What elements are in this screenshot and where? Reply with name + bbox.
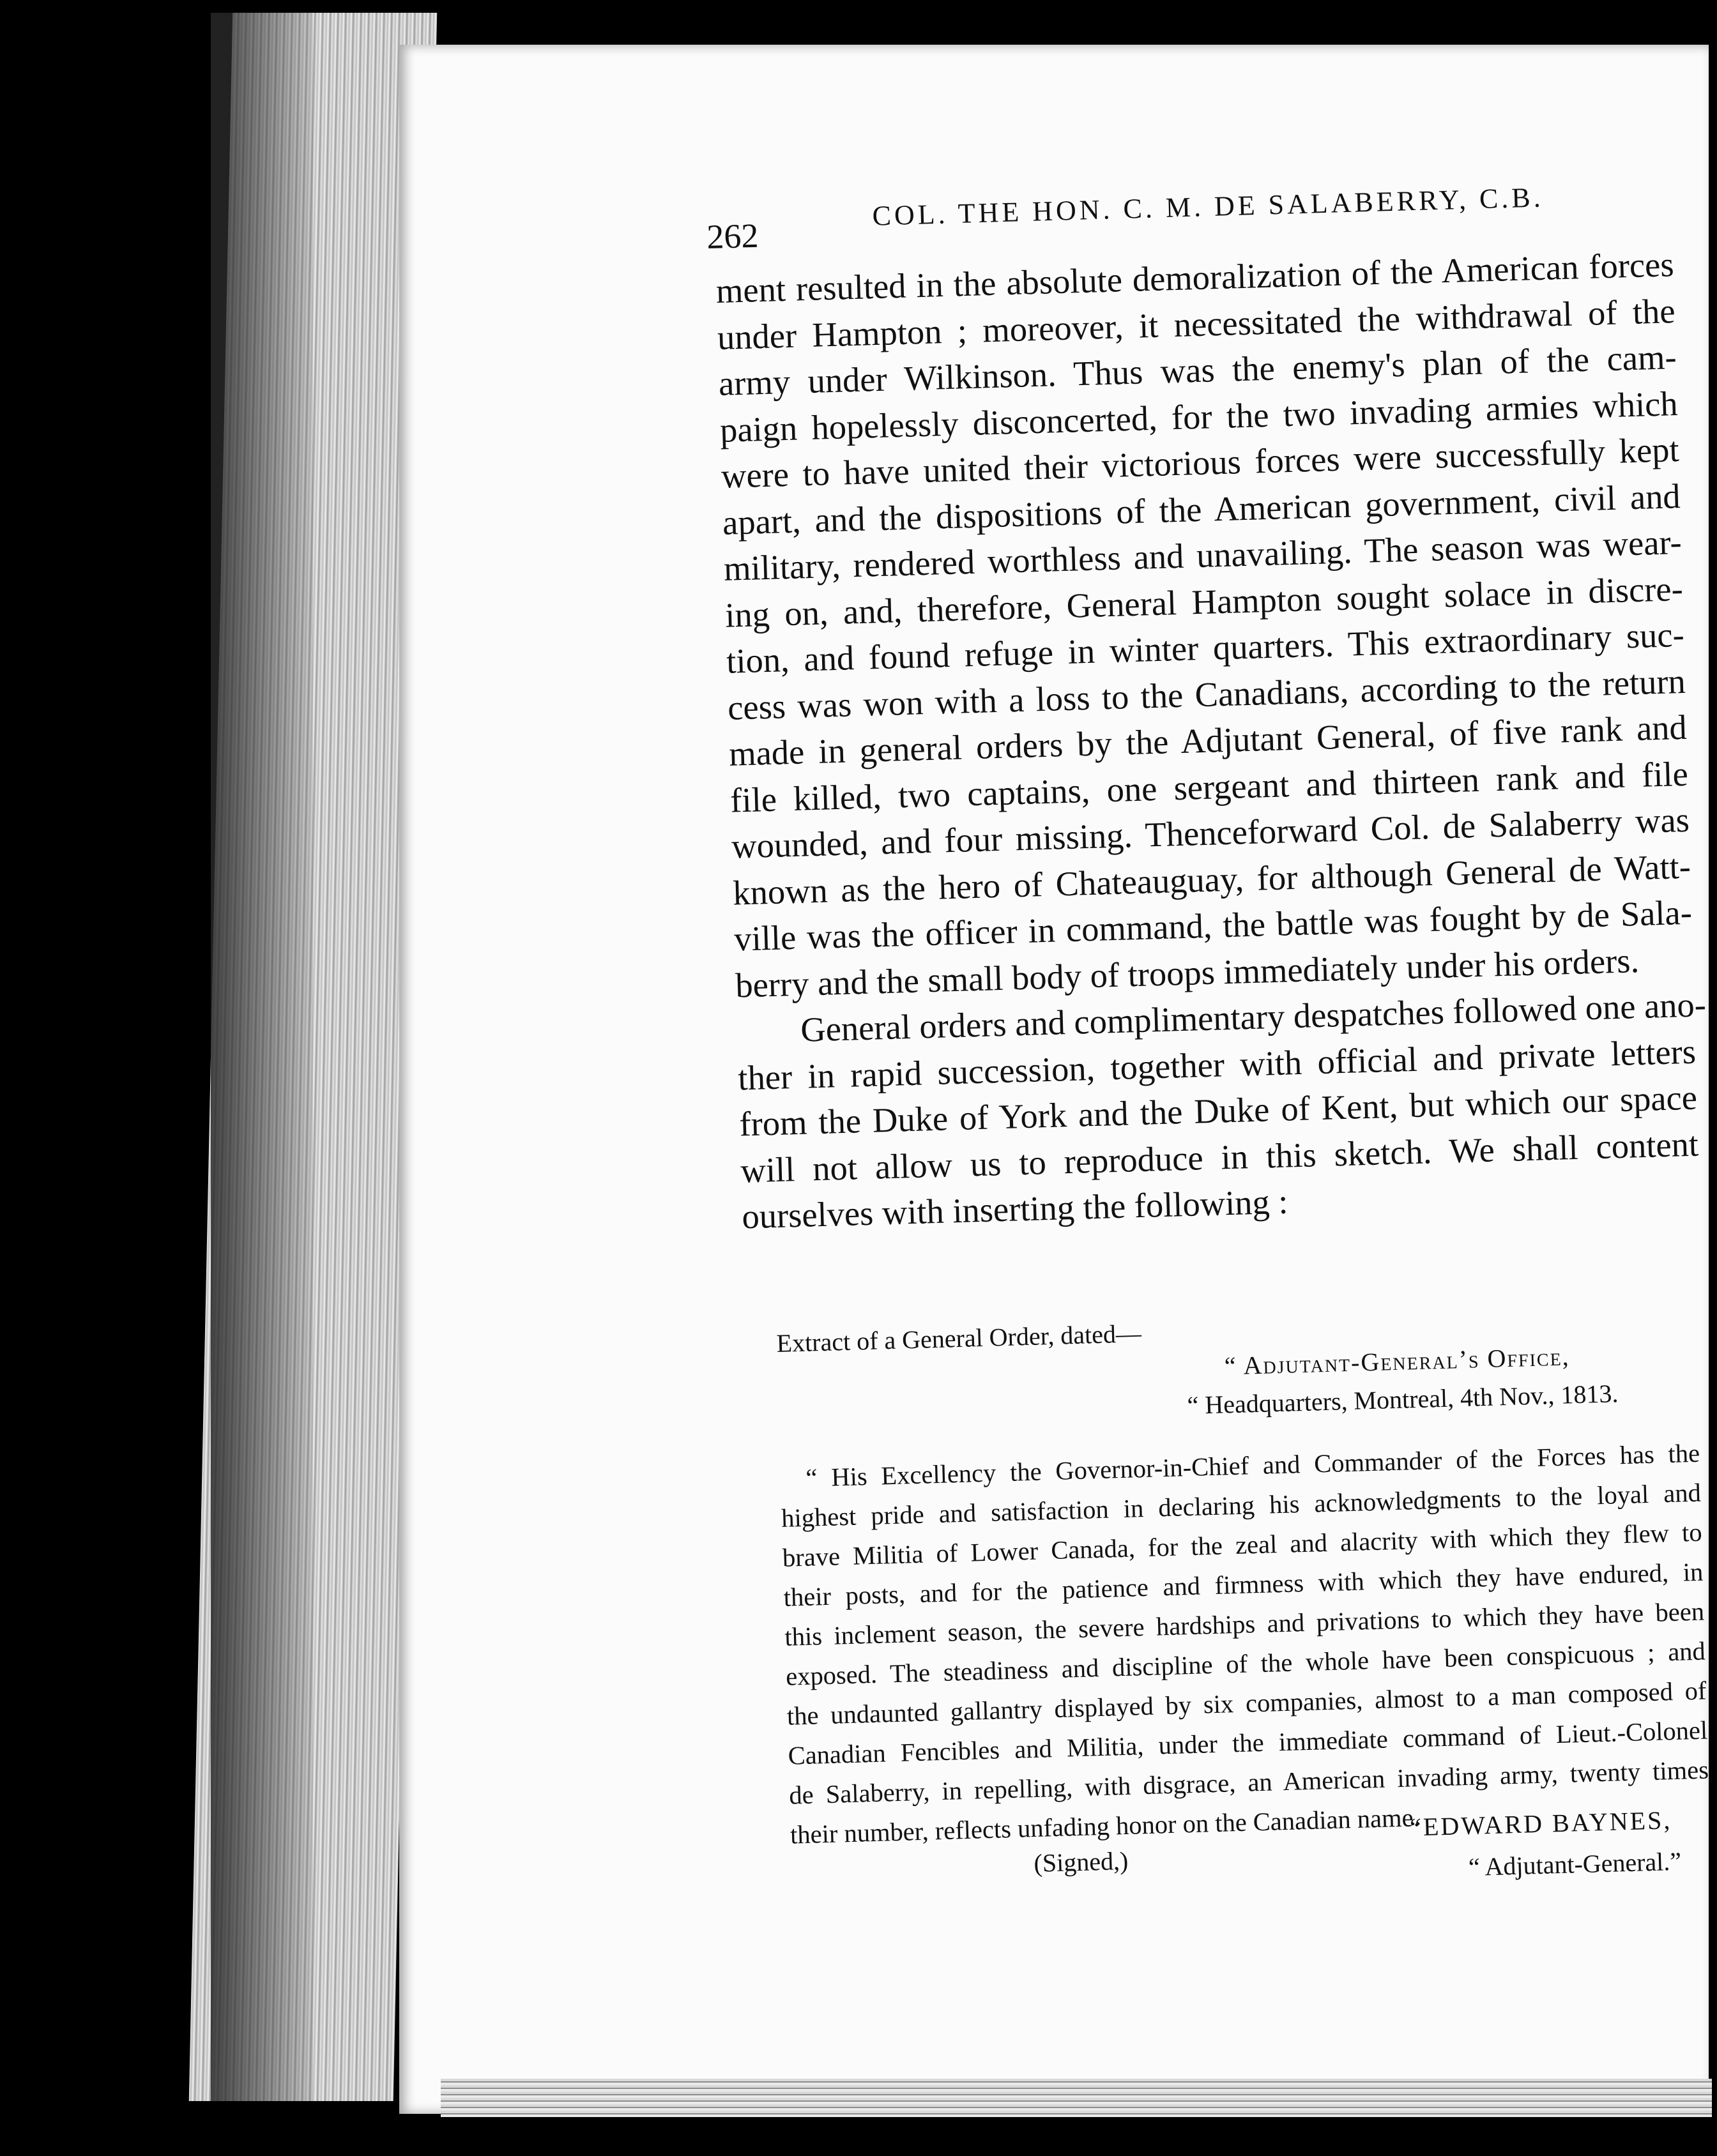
order-office-text: “ Adjutant-General’s Office, [1224,1342,1571,1381]
order-line: Canadian Fencibles and Militia, under the immediate command of Lieut.-Colonel [788,1715,1708,1770]
order-line: “ His Excellency the Governor-in-Chief and Commander of the Forces has the [805,1438,1700,1492]
body-line: cess was won with a loss to the Canadians, according to the return [727,661,1686,727]
body-line: ourselves with inserting the following : [741,1181,1289,1236]
body-line: tion, and found refuge in winter quarters. This extraordinary suc- [726,614,1685,681]
order-line: their number, reflects unfading honor on the Canadian name. [790,1803,1421,1849]
body-line: military, rendered worthless and unavailing. The season was wear- [723,522,1683,588]
order-line: de Salaberry, in repelling, with disgrace, an American invading army, twenty times [788,1755,1709,1810]
body-line: apart, and the dispositions of the American government, civil and [722,476,1681,542]
general-order-extract [776,1303,1711,1895]
body-line: paign hopelessly disconcerted, for the two invading armies which [719,383,1679,450]
body-line: General orders and complimentary despatches followed one ano- [800,985,1707,1049]
body-line: wounded, and four missing. Thenceforward Col. de Salaberry was [731,800,1690,866]
order-line: highest pride and satisfaction in declaring his acknowledgments to the loyal and [781,1478,1702,1533]
body-line: from the Duke of York and the Duke of Kent, but which our space [738,1077,1698,1144]
order-line: exposed. The steadiness and discipline of the whole have been conspicuous ; and [785,1636,1706,1691]
order-text [780,1434,1711,1855]
body-line: will not allow us to reproduce in this sketch. We shall content [740,1124,1699,1190]
binding-shadow [211,13,313,2101]
order-line: brave Militia of Lower Canada, for the zeal and alacrity with which they flew to [782,1517,1703,1572]
order-intro: Extract of a General Order, dated— [776,1319,1142,1358]
body-line: ville was the officer in command, the battle was fought by de Sala- [733,892,1693,959]
body-text [715,241,1707,1240]
body-line: file killed, two captains, one sergeant and thirteen rank and file [729,754,1689,820]
order-line: this inclement season, the severe hardships and privations to which they have been [784,1597,1705,1651]
body-line: were to have united their victorious forces were successfully kept [721,430,1680,496]
signer-name: “EDWARD BAYNES, [1409,1805,1672,1842]
body-line: berry and the small body of troops immediately under his orders. [735,940,1640,1005]
body-line: known as the hero of Chateauguay, for although General de Watt- [732,846,1691,913]
body-line: ing on, and, therefore, General Hampton sought solace in discre- [724,568,1684,635]
running-head-title: COL. THE HON. C. M. DE SALABERRY, C.B. [871,181,1545,232]
signer-title: “ Adjutant-General.” [1468,1846,1682,1882]
body-line: made in general orders by the Adjutant General, of five rank and [728,707,1688,773]
order-line: their posts, and for the patience and firmness with which they have endured, in [783,1557,1704,1612]
page-number: 262 [706,216,759,256]
body-line: army under Wilkinson. Thus was the enemy's plan of the cam- [718,337,1677,403]
body-line: under Hampton ; moreover, it necessitated the withdrawal of the [717,291,1676,357]
body-line: ment resulted in the absolute demoralization of the American forces [715,245,1675,310]
body-line: ther in rapid succession, together with official and private letters [737,1031,1697,1097]
order-headquarters: “ Headquarters, Montreal, 4th Nov., 1813. [1186,1379,1619,1420]
signed-label: (Signed,) [1033,1846,1129,1878]
page-bottom-leaves [441,2079,1712,2117]
order-line: the undaunted gallantry displayed by six companies, almost to a man composed of [786,1676,1707,1731]
